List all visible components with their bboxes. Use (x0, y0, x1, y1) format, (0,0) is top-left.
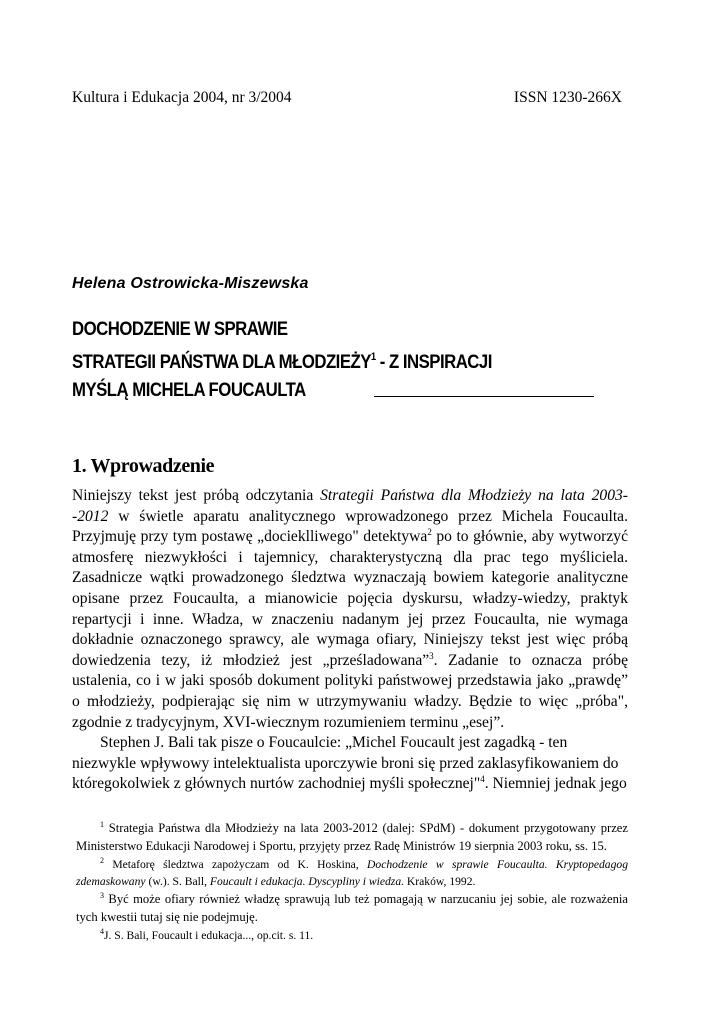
footnote-4: $^4$J. S. Bali, Foucault i edukacja..., op.cit. s. 11. (100, 926, 314, 942)
footnote-ref-2: 2 (427, 527, 432, 538)
title-line-2: STRATEGII PAŃSTWA DLA MŁODZIEŻY$^1$ - Z INSPIRACJI (72, 351, 492, 373)
strategy-title-italic: Strategii Państwa dla Młodzieży na lata 2003--2012 (72, 487, 628, 525)
title-line-1: DOCHODZENIE W SPRAWIE (72, 318, 288, 340)
footnote-1: $^1$ Strategia Państwa dla Młodzieży na lata 2003-2012 (dalej: SPdM) - dokument przygotowany przez Ministerstwo Edukacji Narodowej i Sportu, przyjęty przez Radę Ministrów 19 sierpnia 2003 roku, ss. 15. (76, 820, 628, 853)
footnote-3: $^3$ Być może ofiary również władzę sprawują lub też pomagają w narzucaniu jej sobie, ale rozważenia tych kwestii tutaj się nie podejmuję. (76, 891, 628, 924)
journal-citation: Kultura i Edukacja 2004, nr 3/2004 (72, 89, 292, 106)
footnote-ref-1: 1 (370, 351, 376, 363)
paragraph-1: Niniejszy tekst jest próbą odczytania Strategii Państwa dla Młodzieży na lata 2003--2012 w świetle aparatu analitycznego wprowadzonego przez Michela Foucaulta. Przyjmuję przy tym postawę „docieklliwego" detektywa$^2$ po to głównie, aby wytworzyć atmosferę niezwykłości i tajemnicy, charakterystyczną dla prac tego myśliciela. Zasadnicze wątki prowadzonego śledztwa wyznaczają bowiem kategorie analityczne opisane przez Foucaulta, a mianowicie pojęcia dyskursu, władzy-wiedzy, praktyk repartycji i inne. Władza, w znaczeniu nadanym jej przez Foucaulta, nie wymaga dokładnie oznaczonego sprawcy, ale wymaga ofiary, Niniejszy tekst jest więc próbą dowiedzenia tezy, iż młodzież jest „prześladowana”$^3$. Zadanie to oznacza próbę ustalenia, co i w jaki sposób dokument polityki państwowej przedstawia jako „prawdę” o młodzieży, podpierając się nim w utrzymywaniu władzy. Będzie to więc „próba", zgodnie z tradycyjnym, XVI-wiecznym rozumieniem terminu „esej”. (72, 487, 628, 731)
footnotes (76, 820, 628, 945)
issn-number: ISSN 1230-266X (513, 89, 622, 106)
title-line-3: MYŚLĄ MICHELA FOUCAULTA (72, 379, 306, 401)
title-underline-rule (374, 396, 594, 397)
footnote-ref-4: 4 (480, 774, 485, 785)
footnote-ref-3: 3 (429, 650, 434, 661)
section-heading: 1. Wprowadzenie (72, 455, 215, 477)
running-header (72, 89, 622, 107)
article-title (72, 315, 554, 404)
footnote-2: $^2$ Metaforę śledztwa zapożyczam od K. Hoskina, Dochodzenie w sprawie Foucaulta. Kryptopedagog zdemaskowany (w.). S. Ball, Foucault i edukacja. Dyscypliny i wiedza. Kraków, 1992. (76, 855, 628, 889)
body-text (72, 486, 628, 795)
paragraph-2: Stephen J. Bali tak pisze o Foucaulcie: „Michel Foucault jest zagadką - ten niezwykle wpływowy intelektualista uporczywie broni się przed zaklasyfikowaniem do któregokolwiek z głównych nurtów zachodniej myśli społecznej"$^4$. Niemniej jednak jego (72, 734, 627, 793)
author-name: Helena Ostrowicka-Miszewska (72, 275, 309, 292)
